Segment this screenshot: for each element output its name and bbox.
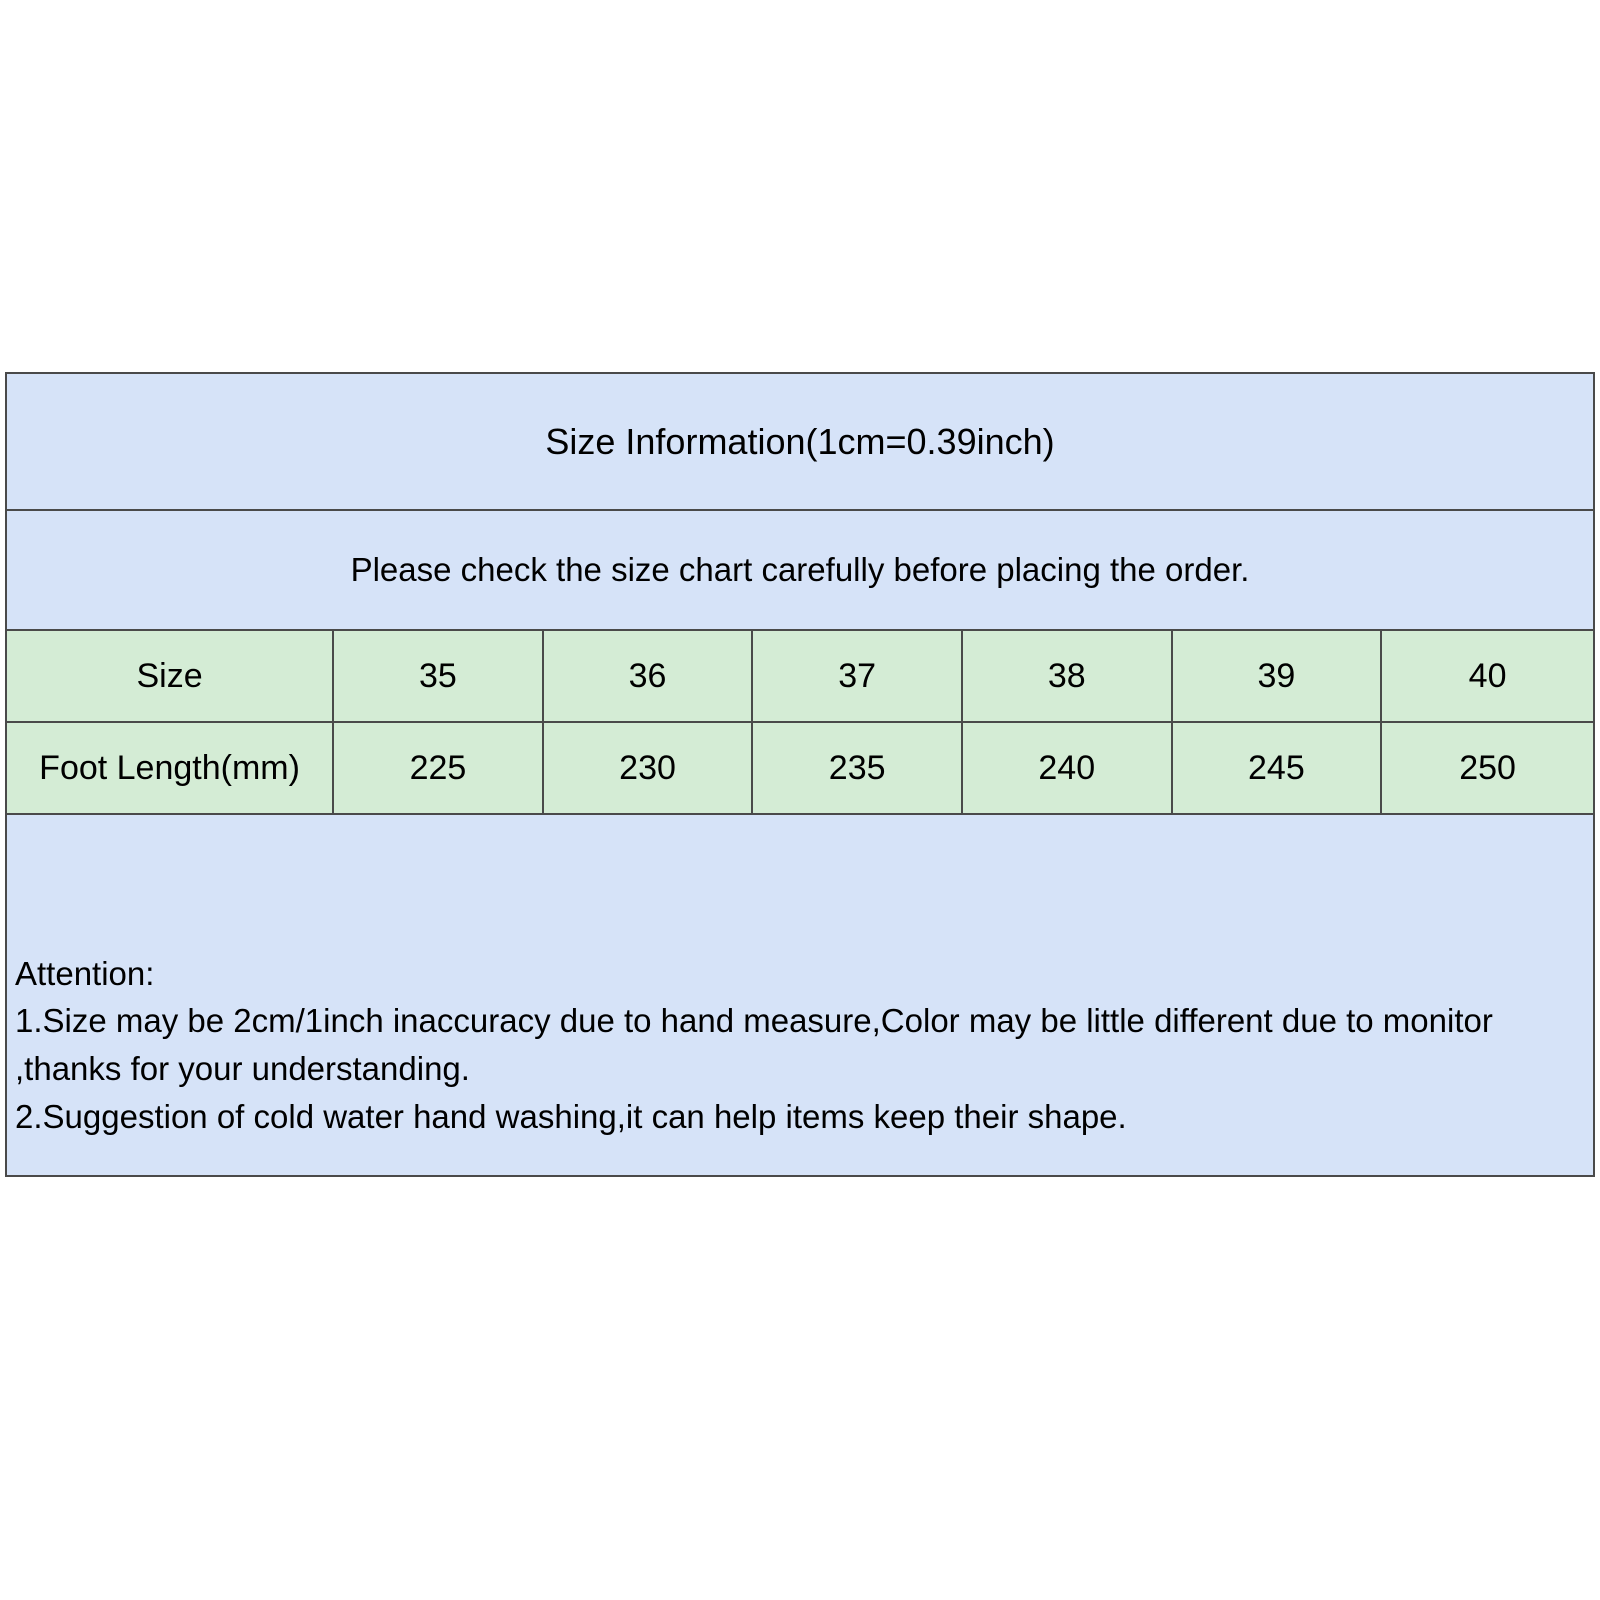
foot-length-40: 250 <box>1381 722 1594 814</box>
attention-notes <box>6 814 1594 1176</box>
table-row <box>6 722 1594 814</box>
size-value-37: 37 <box>752 630 962 722</box>
size-chart-table <box>5 372 1595 1177</box>
foot-length-36: 230 <box>543 722 753 814</box>
chart-subtitle: Please check the size chart carefully before placing the order. <box>6 510 1594 630</box>
foot-length-37: 235 <box>752 722 962 814</box>
row-header-size: Size <box>6 630 333 722</box>
attention-note-2: 2.Suggestion of cold water hand washing,it can help items keep their shape. <box>15 1097 1127 1135</box>
foot-length-38: 240 <box>962 722 1172 814</box>
table-row-title <box>6 373 1594 510</box>
table-row-notes <box>6 814 1594 1176</box>
size-value-35: 35 <box>333 630 543 722</box>
attention-heading: Attention: <box>15 954 155 992</box>
page-title: Size Information(1cm=0.39inch) <box>6 373 1594 510</box>
foot-length-39: 245 <box>1172 722 1382 814</box>
size-value-39: 39 <box>1172 630 1382 722</box>
table-row-subtitle <box>6 510 1594 630</box>
foot-length-35: 225 <box>333 722 543 814</box>
size-chart-container <box>5 372 1595 1177</box>
row-header-foot-length: Foot Length(mm) <box>6 722 333 814</box>
size-value-40: 40 <box>1381 630 1594 722</box>
attention-note-1: 1.Size may be 2cm/1inch inaccuracy due to hand measure,Color may be little different due to monitor ,thanks for your understanding. <box>15 1002 1493 1087</box>
size-value-38: 38 <box>962 630 1172 722</box>
table-row <box>6 630 1594 722</box>
size-value-36: 36 <box>543 630 753 722</box>
